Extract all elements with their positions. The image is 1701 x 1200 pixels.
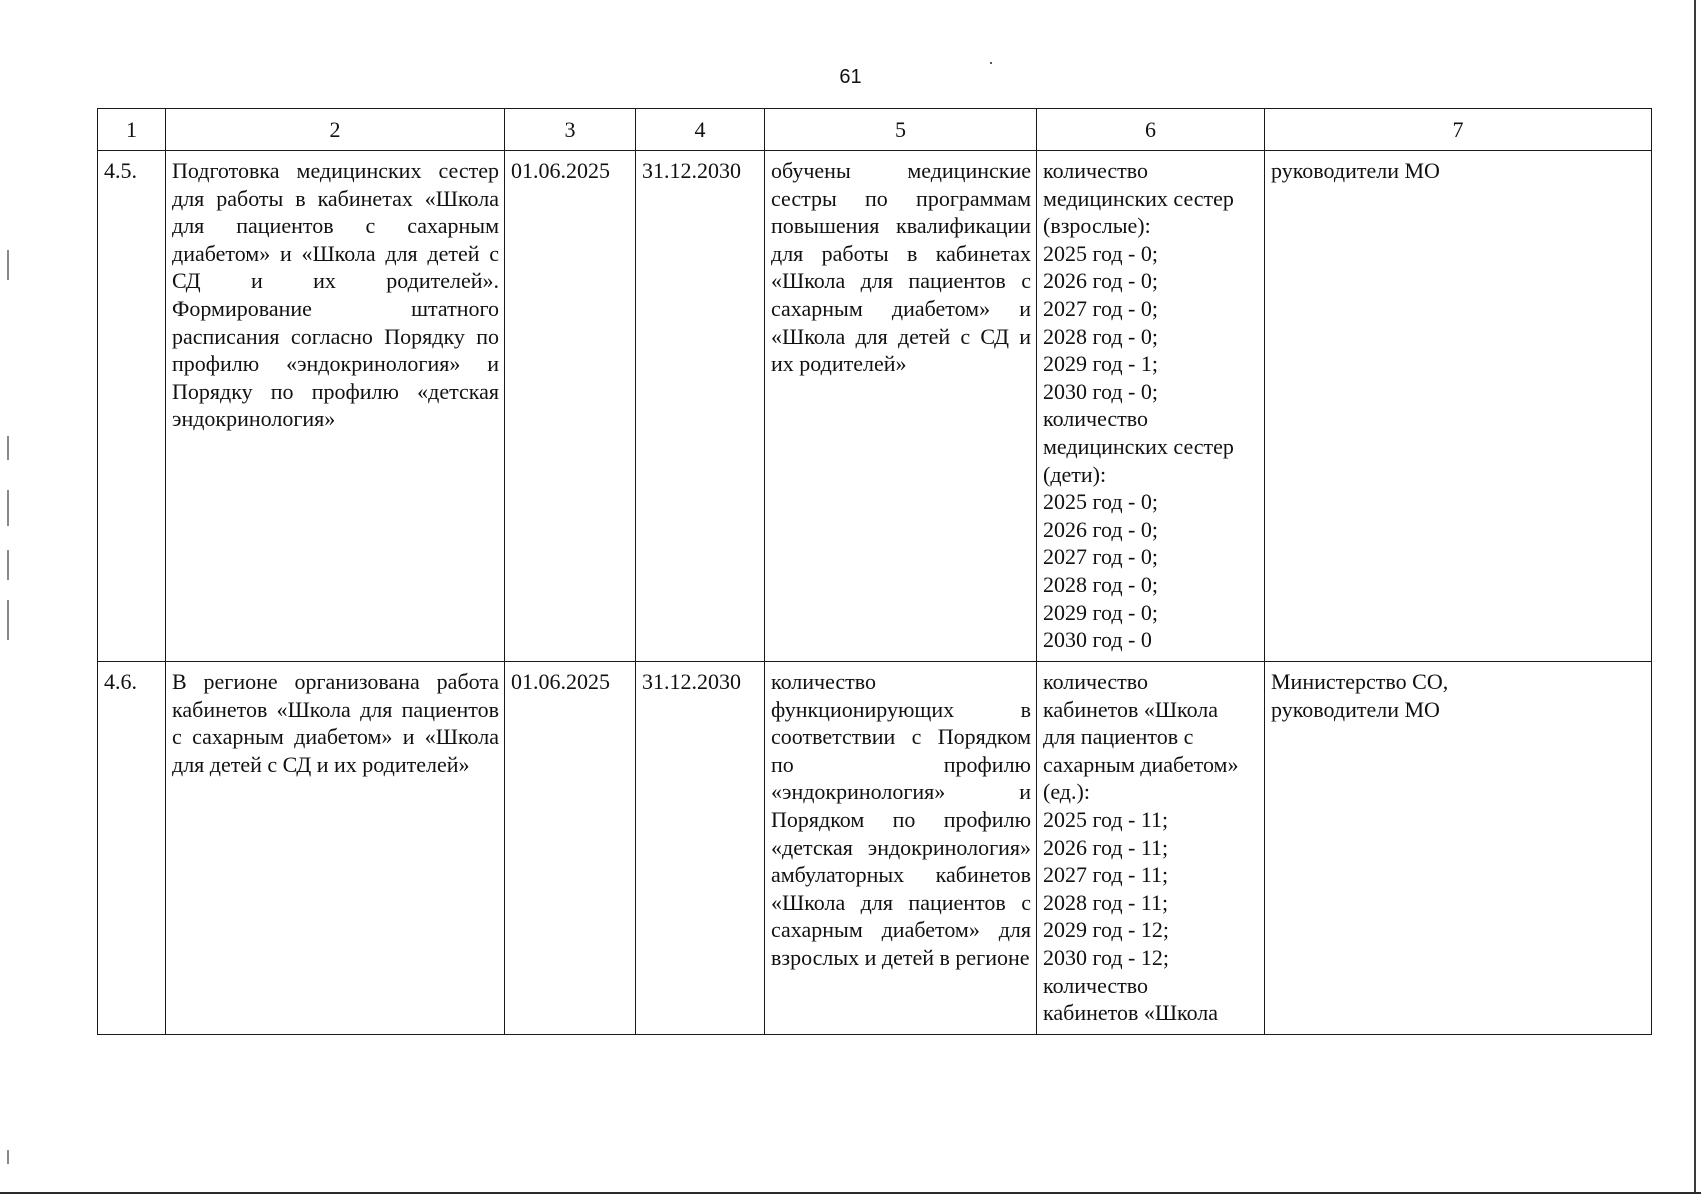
cell-line: 2028 год - 0; xyxy=(1043,571,1158,597)
cell-line: 2028 год - 11; xyxy=(1043,889,1169,915)
cell-line: руководители МО xyxy=(1271,696,1440,722)
responsible-cell xyxy=(1265,662,1652,1035)
page-number: 61 xyxy=(839,66,862,88)
scan-margin-mark xyxy=(7,600,9,640)
cell-line: сахарным диабетом» xyxy=(1043,751,1239,777)
row-number: 4.6. xyxy=(98,662,166,1035)
cell-line: 2026 год - 0; xyxy=(1043,268,1158,294)
cell-line: количество xyxy=(1043,669,1149,694)
cell-line: 2027 год - 0; xyxy=(1043,295,1158,321)
cell-line: количество xyxy=(1043,406,1149,432)
cell-line: 2025 год - 11; xyxy=(1043,806,1169,832)
scan-margin-mark xyxy=(7,436,9,460)
scan-bottom-edge xyxy=(0,1192,1701,1194)
cell-line: количество xyxy=(1043,972,1149,998)
row-number: 4.5. xyxy=(98,151,166,662)
end-date-cell: 31.12.2030 xyxy=(636,662,765,1035)
table-row xyxy=(98,151,1652,662)
indicator-cell xyxy=(1037,662,1265,1035)
cell-line: (ед.): xyxy=(1043,779,1090,805)
column-header: 7 xyxy=(1265,109,1652,151)
end-date-cell: 31.12.2030 xyxy=(636,151,765,662)
scan-right-edge xyxy=(1694,0,1696,1192)
scan-margin-mark xyxy=(7,250,9,280)
cell-line: 2030 год - 0 xyxy=(1043,627,1152,653)
table-header-row xyxy=(98,109,1652,151)
activity-cell: Подготовка медицинских сестер для работы в кабинетах «Школа для пациентов с сахарным диабетом» и «Школа для детей с СД и их родителей». Формирование штатного расписания согласно Порядку по профилю «эндокринология» и Порядку по профилю «детская эндокринология» xyxy=(166,151,505,662)
result-cell: количество функционирующих в соответствии с Порядком по профилю «эндокринология» и Порядком по профилю «детская эндокринология» амбулаторных кабинетов «Школа для пациентов с сахарным диабетом» для взрослых и детей в регионе xyxy=(765,662,1037,1035)
column-header: 4 xyxy=(636,109,765,151)
cell-line: 2029 год - 1; xyxy=(1043,351,1158,377)
cell-line: 2027 год - 0; xyxy=(1043,544,1158,570)
result-cell: обучены медицинские сестры по программам повышения квалификации для работы в кабинетах «Школа для пациентов с сахарным диабетом» и «Школа для детей с СД и их родителей» xyxy=(765,151,1037,662)
scan-speck xyxy=(990,62,992,64)
cell-line: 2029 год - 0; xyxy=(1043,599,1158,625)
cell-line: для пациентов с xyxy=(1043,724,1194,750)
cell-line: 2025 год - 0; xyxy=(1043,240,1158,266)
cell-line: Министерство СО, xyxy=(1271,669,1449,694)
cell-line: 2029 год - 12; xyxy=(1043,917,1169,943)
table-row xyxy=(98,662,1652,1035)
cell-line: 2027 год - 11; xyxy=(1043,862,1169,888)
cell-line: 2026 год - 11; xyxy=(1043,834,1169,860)
column-header: 6 xyxy=(1037,109,1265,151)
cell-line: 2030 год - 0; xyxy=(1043,378,1158,404)
cell-line: (дети): xyxy=(1043,461,1107,487)
indicator-cell xyxy=(1037,151,1265,662)
activity-cell: В регионе организована работа кабинетов «Школа для пациентов с сахарным диабетом» и «Школа для детей с СД и их родителей» xyxy=(166,662,505,1035)
cell-line: кабинетов «Школа xyxy=(1043,1000,1219,1026)
scan-margin-mark xyxy=(7,1150,9,1164)
responsible-cell xyxy=(1265,151,1652,662)
scan-margin-mark xyxy=(7,550,9,580)
cell-line: 2025 год - 0; xyxy=(1043,489,1158,515)
column-header: 1 xyxy=(98,109,166,151)
start-date-cell: 01.06.2025 xyxy=(505,151,636,662)
cell-line: медицинских сестер xyxy=(1043,433,1234,459)
cell-line: 2030 год - 12; xyxy=(1043,944,1169,970)
activities-table xyxy=(97,108,1652,1035)
column-header: 5 xyxy=(765,109,1037,151)
cell-line: кабинетов «Школа xyxy=(1043,696,1219,722)
cell-line: 2028 год - 0; xyxy=(1043,323,1158,349)
cell-line: количество xyxy=(1043,158,1149,183)
cell-line: медицинских сестер xyxy=(1043,185,1234,211)
cell-line: руководители МО xyxy=(1271,158,1440,183)
column-header: 2 xyxy=(166,109,505,151)
scan-margin-mark xyxy=(7,490,9,526)
column-header: 3 xyxy=(505,109,636,151)
start-date-cell: 01.06.2025 xyxy=(505,662,636,1035)
cell-line: 2026 год - 0; xyxy=(1043,516,1158,542)
cell-line: (взрослые): xyxy=(1043,213,1151,239)
